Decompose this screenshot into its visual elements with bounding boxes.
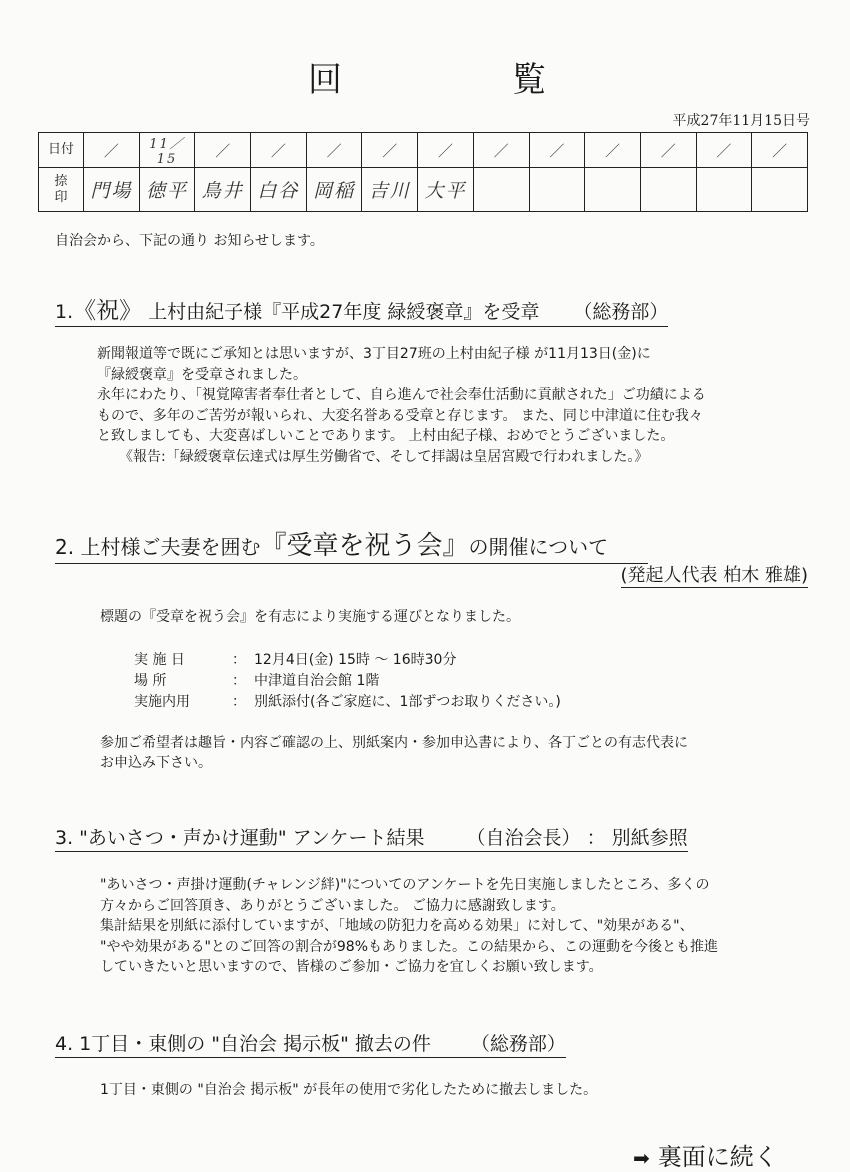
title-char-1: 回 <box>308 60 342 100</box>
section-3-heading: 3. "あいさつ・声かけ運動" アンケート結果 （自治会長） ： 別紙参照 <box>55 823 688 852</box>
seal-cell <box>585 168 641 212</box>
section-2-heading: 2. 上村様ご夫妻を囲む『受章を祝う会』の開催について <box>55 525 648 564</box>
section-4-heading: 4. 1丁目・東側の "自治会 掲示板" 撤去の件 （総務部） <box>55 1029 566 1058</box>
detail-content: 実施内用 ： 別紙添付(各ご家庭に、1部ずつお取りください。) <box>134 693 561 710</box>
seal-cell <box>640 168 696 212</box>
section-1-body: 新聞報道等で既にご承知とは思いますが、3丁目27班の上村由紀子様 が11月13日(金)に 『緑綬褒章』を受章されました。 永年にわたり、「視覚障害者奉仕者として、自ら進んで社会奉仕活動に貢献された」ご功績による もので、多年のご苦労が報いられ、大変名誉ある受章と存じます。 また、同じ中津道に住む我々 と致しましても、大変喜ばしいことであります。 上村由紀子様、おめでとうございました。 《報告:「緑綬褒章伝達式は厚生労働省で、そして拝謁は皇居宮殿で行われました。》 <box>97 344 802 467</box>
date-cell: ／ <box>251 133 307 168</box>
detail-place: 場 所 ： 中津道自治会館 1階 <box>134 672 380 689</box>
section-2-body: 標題の『受章を祝う会』を有志により実施する運びとなりました。 実 施 日 ： 12月4日(金) 15時 ～ 16時30分 場 所 ： 中津道自治会館 1階 実施内用 ： 別紙添付(各ご家庭に、1部ずつお取りください。) 参加ご希望者は趣旨・内容ご確認の上、別紙案内・参加申込書により、各丁ごとの有志代表に お申込み下さい。 <box>100 607 805 774</box>
seal-cell: 門場 <box>84 168 140 212</box>
seal-cell: 徳平 <box>139 168 195 212</box>
date-label: 日付 <box>39 133 84 168</box>
date-cell: ／ <box>696 133 752 168</box>
seal-cell: 大平 <box>418 168 474 212</box>
date-cell: ／ <box>362 133 418 168</box>
circulation-table <box>38 132 808 212</box>
date-cell: ／ <box>418 133 474 168</box>
continued-label: 裏面に続く <box>657 1143 778 1171</box>
seal-cell <box>529 168 585 212</box>
continued-note <box>633 1137 778 1172</box>
event-details <box>100 650 805 713</box>
date-cell: ／ <box>585 133 641 168</box>
seal-cell: 岡稲 <box>306 168 362 212</box>
detail-date: 実 施 日 ： 12月4日(金) 15時 ～ 16時30分 <box>134 651 457 668</box>
date-cell: ／ <box>195 133 251 168</box>
date-cell: ／ <box>84 133 140 168</box>
seal-cell: 吉川 <box>362 168 418 212</box>
section-1-heading: 1.《祝》 上村由紀子様『平成27年度 緑綬褒章』を受章 （総務部） <box>55 292 668 327</box>
arrow-right-icon: ➡ <box>633 1146 650 1170</box>
date-cell: ／ <box>752 133 808 168</box>
date-cell: ／ <box>640 133 696 168</box>
seal-cell: 白谷 <box>251 168 307 212</box>
intro-text: 自治会から、下記の通り お知らせします。 <box>55 233 324 249</box>
issue-date: 平成27年11月15日号 <box>672 113 810 129</box>
seal-cell <box>696 168 752 212</box>
page-title <box>0 52 850 102</box>
date-row <box>39 133 808 168</box>
seal-row <box>39 168 808 212</box>
title-char-2: 覧 <box>512 60 546 100</box>
section-2-subheading: (発起人代表 柏木 雅雄) <box>621 561 809 588</box>
date-cell: ／ <box>306 133 362 168</box>
seal-label: 捺 印 <box>39 168 84 212</box>
date-cell: ／ <box>529 133 585 168</box>
seal-cell: 鳥井 <box>195 168 251 212</box>
section-1-note: 《報告:「緑綬褒章伝達式は厚生労働省で、そして拝謁は皇居宮殿で行われました。》 <box>119 448 649 465</box>
date-cell: ／ <box>473 133 529 168</box>
date-cell: 11／15 <box>139 133 195 168</box>
section-4-body: 1丁目・東側の "自治会 掲示板" が長年の使用で劣化したために撤去しました。 <box>100 1082 598 1098</box>
section-3-body: "あいさつ・声掛け運動(チャレンジ絆)"についてのアンケートを先日実施しましたところ、多くの 方々からご回答頂き、ありがとうございました。 ご協力に感謝致します。 集計結果を別紙に添付していますが、「地域の防犯力を高める効果」に対して、"効果がある"、 "やや効果がある"とのご回答の割合が98%もありました。この結果から、この運動を今後とも推進 していきたいと思いますので、皆様のご参加・ご協力を宜しくお願い致します。 <box>100 877 718 975</box>
seal-cell <box>473 168 529 212</box>
seal-cell <box>752 168 808 212</box>
